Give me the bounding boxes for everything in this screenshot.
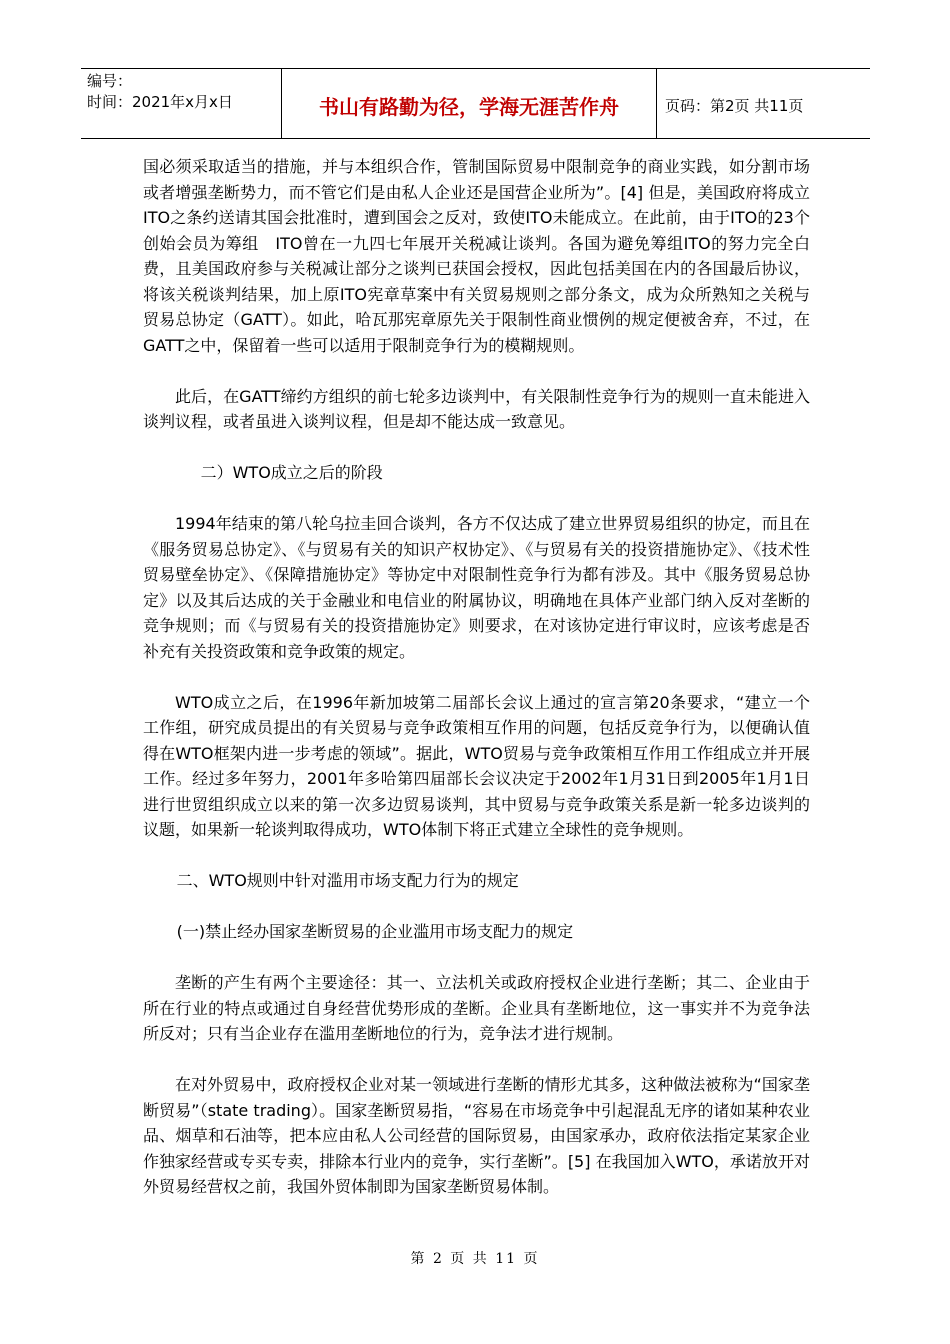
subsection-heading-state-trading: (一)禁止经办国家垄断贸易的企业滥用市场支配力的规定 <box>176 922 574 941</box>
document-body <box>143 154 810 1200</box>
paragraph-uruguay-round: 1994年结束的第八轮乌拉圭回合谈判，各方不仅达成了建立世界贸易组织的协定，而且在《服务贸易总协定》、《与贸易有关的知识产权协定》、《与贸易有关的投资措施协定》、《技术性贸易壁垒协定》、《保障措施协定》等协定中对限制性竞争行为都有涉及。其中《服务贸易总协定》以及其后达成的关于金融业和电信业的附属协议，明确地在具体产业部门纳入反对垄断的竞争规则；而《与贸易有关的投资措施协定》则要求，在对该协定进行审议时，应该考虑是否补充有关投资政策和竞争政策的规定。 <box>143 514 810 661</box>
page-footer <box>0 1248 950 1268</box>
paragraph-wto-working-group: WTO成立之后，在1996年新加坡第二届部长会议上通过的宣言第20条要求，“建立一个工作组，研究成员提出的有关贸易与竞争政策相互作用的问题，包括反竞争行为，以便确认值得在WTO框架内进一步考虑的领域”。据此，WTO贸易与竞争政策相互作用工作组成立并开展工作。经过多年努力，2001年多哈第四届部长会议决定于2002年1月31日到2005年1月1日进行世贸组织成立以来的第一次多边贸易谈判，其中贸易与竞争政策关系是新一轮多边谈判的议题，如果新一轮谈判取得成功，WTO体制下将正式建立全球性的竞争规则。 <box>143 692 810 839</box>
header-motto: 书山有路勤为径，学海无涯苦作舟 <box>281 69 657 138</box>
footer-page-indicator: 第 2 页 共 11 页 <box>410 1251 540 1267</box>
section-heading-market-dominance: 二、WTO规则中针对滥用市场支配力行为的规定 <box>176 871 519 890</box>
paragraph-state-trading: 在对外贸易中，政府授权企业对某一领域进行垄断的情形尤其多，这种做法被称为“国家垄断贸易”（state trading）。国家垄断贸易指，“容易在市场竞争中引起混乱无序的诸如某种农业品、烟草和石油等，把本应由私人公司经营的国际贸易，由国家承办，政府依法指定某家企业作独家经营或专买专卖，排除本行业内的竞争，实行垄断”。[5] 在我国加入WTO，承诺放开对外贸易经营权之前，我国外贸体制即为国家垄断贸易体制。 <box>143 1075 810 1196</box>
page-header <box>81 68 870 139</box>
header-meta <box>81 69 281 138</box>
document-date-label: 时间：2021年x月x日 <box>87 93 233 111</box>
paragraph-gatt-rounds: 此后，在GATT缔约方组织的前七轮多边谈判中，有关限制性竞争行为的规则一直未能进入谈判议程，或者虽进入谈判议程，但是却不能达成一致意见。 <box>143 386 810 431</box>
paragraph-monopoly-sources: 垄断的产生有两个主要途径：其一、立法机关或政府授权企业进行垄断；其二、企业由于所在行业的特点或通过自身经营优势形成的垄断。企业具有垄断地位，这一事实并不为竞争法所反对；只有当企业存在滥用垄断地位的行为，竞争法才进行规制。 <box>143 973 810 1043</box>
header-page-number: 页码：第2页 共11页 <box>665 97 804 115</box>
document-number-label: 编号： <box>87 72 133 90</box>
section-heading-wto-stage: 二）WTO成立之后的阶段 <box>200 463 383 482</box>
paragraph-ito-history: 国必须采取适当的措施，并与本组织合作，管制国际贸易中限制竞争的商业实践，如分割市场或者增强垄断势力，而不管它们是由私人企业还是国营企业所为”。[4] 但是，美国政府将成立ITO之条约送请其国会批准时，遭到国会之反对，致使ITO未能成立。在此前，由于ITO的23个创始会员为筹组 ITO曾在一九四七年展开关税减让谈判。各国为避免筹组ITO的努力完全白费，且美国政府参与关税减让部分之谈判已获国会授权，因此包括美国在内的各国最后协议，将该关税谈判结果，加上原ITO宪章草案中有关贸易规则之部分条文，成为众所熟知之关税与贸易总协定（GATT）。如此，哈瓦那宪章原先关于限制性商业惯例的规定便被舍弃，不过，在GATT之中，保留着一些可以适用于限制竞争行为的模糊规则。 <box>143 157 810 355</box>
